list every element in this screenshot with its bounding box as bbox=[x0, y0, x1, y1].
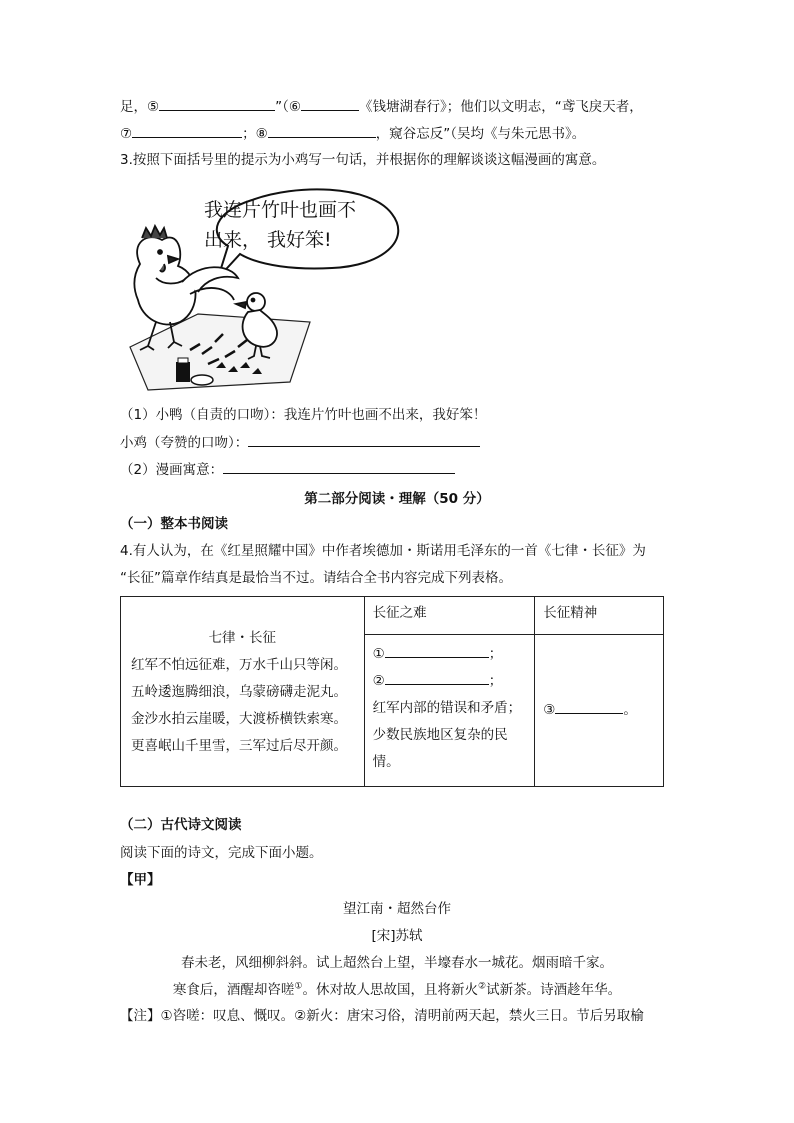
answer-table bbox=[120, 596, 664, 787]
hardship-row-3: 红军内部的错误和矛盾； bbox=[372, 700, 522, 716]
q2-text: ；⑧ bbox=[242, 126, 268, 142]
q2-line-1 bbox=[120, 96, 643, 117]
table-poem-title: 七律・长征 bbox=[208, 630, 277, 646]
section2-heading: （二）古代诗文阅读 bbox=[120, 817, 242, 833]
footnote-marker: ① bbox=[294, 981, 303, 992]
q4-line-2: “长征”篇章作结真是最恰当不过。请结合全书内容完成下列表格。 bbox=[120, 570, 512, 586]
hardship-row-2: ② ； bbox=[373, 668, 527, 695]
poem-cell bbox=[121, 597, 365, 787]
poem-line: 红军不怕远征难，万水千山只等闲。 bbox=[131, 657, 347, 673]
poem-author: [宋]苏轼 bbox=[371, 928, 423, 944]
bubble-line-1: 我连片竹叶也画不 bbox=[204, 199, 357, 221]
jia-label: 【甲】 bbox=[120, 872, 161, 888]
q2-text: 《钱塘湖春行》；他们以文明志，“鸢飞戾天者， bbox=[358, 99, 643, 115]
poem-line: 更喜岷山千里雪，三军过后尽开颜。 bbox=[131, 738, 347, 754]
answer-blank-6[interactable] bbox=[301, 96, 359, 111]
q2-text: 足，⑤ bbox=[120, 99, 160, 115]
poem-line: 五岭逶迤腾细浪，乌蒙磅礴走泥丸。 bbox=[131, 684, 347, 700]
poem-line-1: 春未老，风细柳斜斜。试上超然台上望，半壕春水一城花。烟雨暗千家。 bbox=[181, 955, 613, 971]
q3-label: 小鸡（夸赞的口吻）： bbox=[120, 435, 249, 451]
answer-blank-7[interactable] bbox=[132, 123, 242, 138]
header-spirit-cell bbox=[535, 597, 664, 635]
hardship-row-5: 情。 bbox=[372, 754, 400, 770]
answer-blank-meaning[interactable] bbox=[223, 459, 455, 474]
spirit-cell bbox=[535, 635, 664, 787]
part2-title: 第二部分阅读・理解（50 分） bbox=[304, 491, 490, 507]
q4-line-1: 4.有人认为，在《红星照耀中国》中作者埃德加・斯诺用毛泽东的一首《七律・长征》为 bbox=[120, 543, 646, 559]
header-hardship-cell bbox=[364, 597, 535, 635]
poem-note: 【注】①咨嗟：叹息、慨叹。②新火：唐宋习俗，清明前两天起，禁火三日。节后另取榆 bbox=[120, 1008, 644, 1024]
q3-label: （2）漫画寓意： bbox=[120, 462, 224, 478]
q3-item-1: （1）小鸭（自责的口吻）：我连片竹叶也画不出来，我好笨！ bbox=[120, 407, 487, 423]
answer-blank-hardship-1[interactable] bbox=[385, 643, 489, 658]
poem-line-2: 寒食后，酒醒却咨嗟①。休对故人思故国，且将新火②试新茶。诗酒趁年华。 bbox=[172, 981, 622, 998]
q2-text: ⑦ bbox=[120, 126, 133, 142]
section1-heading: （一）整本书阅读 bbox=[120, 516, 228, 532]
spirit-row: ③ 。 bbox=[535, 691, 663, 730]
paper-sheet bbox=[130, 314, 310, 390]
hardship-row-1: ① ； bbox=[373, 641, 527, 668]
ink-bottle bbox=[176, 362, 190, 382]
q3-item-2 bbox=[120, 459, 455, 480]
answer-blank-hardship-2[interactable] bbox=[385, 670, 489, 685]
q3-prompt: 3.按照下面括号里的提示为小鸡写一句话，并根据你的理解谈谈这幅漫画的寓意。 bbox=[120, 152, 606, 168]
bubble-line-2: 出来， 我好笨! bbox=[204, 229, 332, 251]
answer-blank-5[interactable] bbox=[159, 96, 275, 111]
header-hardship: 长征之难 bbox=[372, 605, 427, 621]
answer-blank-spirit[interactable] bbox=[555, 699, 623, 714]
poem-title: 望江南・超然台作 bbox=[343, 901, 451, 917]
answer-blank-chick[interactable] bbox=[248, 432, 480, 447]
answer-blank-8[interactable] bbox=[268, 123, 376, 138]
section2-instruction: 阅读下面的诗文，完成下面小题。 bbox=[120, 845, 323, 861]
hardship-cell bbox=[364, 635, 535, 787]
header-spirit: 长征精神 bbox=[543, 605, 598, 621]
q2-line-2 bbox=[120, 123, 585, 144]
poem-line: 金沙水拍云崖暖，大渡桥横铁索寒。 bbox=[131, 711, 347, 727]
footnote-marker: ② bbox=[478, 981, 487, 992]
q2-text: ，窥谷忘反”（吴均《与朱元思书》。 bbox=[375, 126, 586, 142]
hardship-row-4: 少数民族地区复杂的民 bbox=[372, 727, 508, 743]
q3-item-1b bbox=[120, 432, 480, 453]
q2-text: ”（⑥ bbox=[275, 99, 301, 115]
